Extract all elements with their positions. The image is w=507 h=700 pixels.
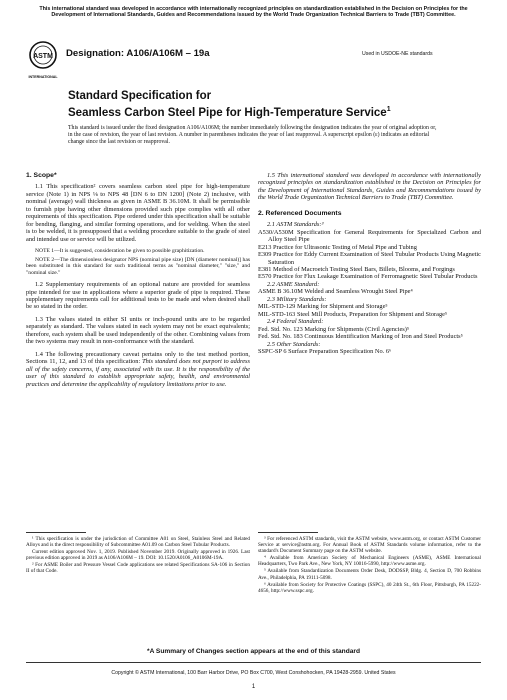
issued-note: This standard is issued under the fixed designation A106/A106M; the number immediately following the designation indicates the year of original adoption or, in the case of revision, the year of last revision. A number in parentheses indicates the year of last reapproval. A superscript epsilon (ε) indicates an editorial change since the last revision or reapproval. xyxy=(68,125,437,146)
footnotes-right xyxy=(258,536,481,595)
para-1-2: 1.2 Supplementary requirements of an optional nature are provided for seamless pipe intended for use in applications where a superior grade of pipe is required. These supplementary requirements call for additional tests to be made and when desired shall be so stated in the order. xyxy=(26,281,250,311)
title-footnote-ref: 1 xyxy=(386,106,391,114)
title-line-1: Standard Specification for xyxy=(68,90,212,102)
svg-text:ASTM: ASTM xyxy=(33,53,53,60)
section-scope-heading: 1. Scope* xyxy=(26,172,57,179)
ref-item: Fed. Std. No. 183 Continuous Identification Marking of Iron and Steel Products⁵ xyxy=(258,333,463,341)
document-title xyxy=(68,90,448,120)
footnote: ³ For referenced ASTM standards, visit the ASTM website, www.astm.org, or contact ASTM Customer Service at service@astm.org. For Annual Book of ASTM Standards volume information, refer to the standard's Document Summary page on the ASTM website. xyxy=(258,536,481,555)
military-standards-heading: 2.3 Military Standards: xyxy=(267,295,327,303)
left-column xyxy=(26,172,250,388)
copyright-line: Copyright © ASTM International, 100 Barr Harbor Drive, PO Box C700, West Conshohocken, PA 19428-2959. United States xyxy=(111,670,396,676)
other-standards-heading: 2.5 Other Standards: xyxy=(267,340,321,348)
section-referenced-documents-heading: 2. Referenced Documents xyxy=(258,209,342,217)
bottom-divider xyxy=(26,662,481,663)
astm-international-logo-icon xyxy=(28,40,58,84)
ref-item: MIL-STD-129 Marking for Shipment and Storage⁵ xyxy=(258,303,388,311)
footnote-divider xyxy=(258,532,318,533)
svg-text:INTERNATIONAL: INTERNATIONAL xyxy=(28,75,58,79)
ref-item: ASME B 36.10M Welded and Seamless Wrought Steel Pipe⁴ xyxy=(258,288,413,296)
note-2: NOTE 2—The dimensionless designator NPS (nominal pipe size) [DN (diameter nominal)] has been substituted in this standard for such traditional terms as "nominal diameter," "size," and "nominal size." xyxy=(26,256,250,276)
note-1: NOTE 1—It is suggested, consideration be given to possible graphitization. xyxy=(35,248,205,255)
ref-item: MIL-STD-163 Steel Mill Products, Preparation for Shipment and Storage⁵ xyxy=(258,310,448,318)
footnote: ² For ASME Boiler and Pressure Vessel Code applications see related Specifications SA-106 in Section II of that Code. xyxy=(26,562,250,575)
right-column xyxy=(258,172,481,355)
footnotes-left xyxy=(26,536,250,576)
ref-item: A530/A530M Specification for General Requirements for Specialized Carbon and Alloy Steel Pipe xyxy=(258,228,481,244)
ref-item: E381 Method of Macroetch Testing Steel Bars, Billets, Blooms, and Forgings xyxy=(258,265,455,273)
astm-logo xyxy=(28,40,58,84)
footnote: ⁶ Available from Society for Protective Coatings (SSPC), 40 24th St., 6th Floor, Pittsburgh, PA 15222-4656, http://www.sspc.org. xyxy=(258,581,481,594)
para-1-1: 1.1 This specification² covers seamless carbon steel pipe for high-temperature service (Note 1) in NPS ⅛ to NPS 48 [DN 6 to DN 1200] (Note 2) inclusive, with nominal (average) wall thickness as given in ASME B 36.10M. It shall be permissible to furnish pipe having other dimensions provided such pipe complies with all other requirements of this specification. Pipe ordered under this specification shall be suitable for bending, flanging, and similar forming operations, and for welding. When the steel is to be welded, it is presupposed that a welding procedure suitable to the grade of steel and intended use or service will be utilized. xyxy=(26,183,250,243)
ref-item: E570 Practice for Flux Leakage Examination of Ferromagnetic Steel Tubular Products xyxy=(258,273,478,281)
page-number: 1 xyxy=(251,684,256,690)
title-line-2: Seamless Carbon Steel Pipe for High-Temperature Service$^1$ xyxy=(68,106,391,120)
para-1-4: 1.4 The following precautionary caveat pertains only to the test method portion, Sections 11, 12, and 13 of this specification: This standard does not purport to address all of the safety concerns, if any, associated with its use. It is the responsibility of the user of this standard to establish appropriate safety, health, and environmental practices and determine the applicability of regulatory limitations prior to use. xyxy=(26,350,250,388)
asme-standard-heading: 2.2 ASME Standard: xyxy=(267,280,320,288)
footnote: Current edition approved Nov. 1, 2019. Published November 2019. Originally approved in 1926. Last previous edition approved in 2019 as A106/A106M – 19. DOI: 10.1520/A0106_A0106M-19A. xyxy=(26,549,250,562)
ref-item: E309 Practice for Eddy Current Examination of Steel Tubular Products Using Magnetic Saturation xyxy=(258,251,481,266)
federal-standard-heading: 2.4 Federal Standard: xyxy=(267,318,324,326)
ref-item: Fed. Std. No. 123 Marking for Shipments (Civil Agencies)⁵ xyxy=(258,325,410,333)
para-1-5: 1.5 This international standard was developed in accordance with internationally recognized principles on standardization established in the Decision on Principles for the Development of International Standards, Guides and Recommendations issued by the World Trade Organization Technical Barriers to Trade (TBT) Committee. xyxy=(258,172,481,202)
footnote: ¹ This specification is under the jurisdiction of Committee A01 on Steel, Stainless Steel and Related Alloys and is the direct responsibility of Subcommittee A01.09 on Carbon Steel Tubular Products. xyxy=(26,536,250,549)
summary-of-changes-note: *A Summary of Changes section appears at the end of this standard xyxy=(147,648,360,655)
footnote: ⁵ Available from Standardization Documents Order Desk, DODSSP, Bldg. 4, Section D, 700 Robbins Ave., Philadelphia, PA 19111-5098. xyxy=(258,568,481,581)
astm-standards-heading: 2.1 ASTM Standards:³ xyxy=(267,221,324,229)
used-in-note: Used in USDOE-NE standards xyxy=(362,51,433,57)
wto-notice: This international standard was developed in accordance with internationally recognized principles on standardization established in the Decision on Principles for the Development of International Standards, Guides and Recommendations issued by the World Trade Organization Technical Barriers to Trade (TBT) Committee. xyxy=(39,6,468,19)
ref-item: SSPC-SP 6 Surface Preparation Specification No. 6⁶ xyxy=(258,347,392,355)
para-1-3: 1.3 The values stated in either SI units or inch-pound units are to be regarded separately as standard. The values stated in each system may not be exact equivalents; therefore, each system shall be used independently of the other. Combining values from the two systems may result in non-conformance with the standard. xyxy=(26,315,250,346)
footnote-divider xyxy=(26,532,86,533)
designation: Designation: A106/A106M – 19a xyxy=(66,48,210,59)
ref-item: E213 Practice for Ultrasonic Testing of Metal Pipe and Tubing xyxy=(258,243,417,251)
footnote: ⁴ Available from American Society of Mechanical Engineers (ASME), ASME International Headquarters, Two Park Ave., New York, NY 10016-5990, http://www.asme.org. xyxy=(258,555,481,568)
